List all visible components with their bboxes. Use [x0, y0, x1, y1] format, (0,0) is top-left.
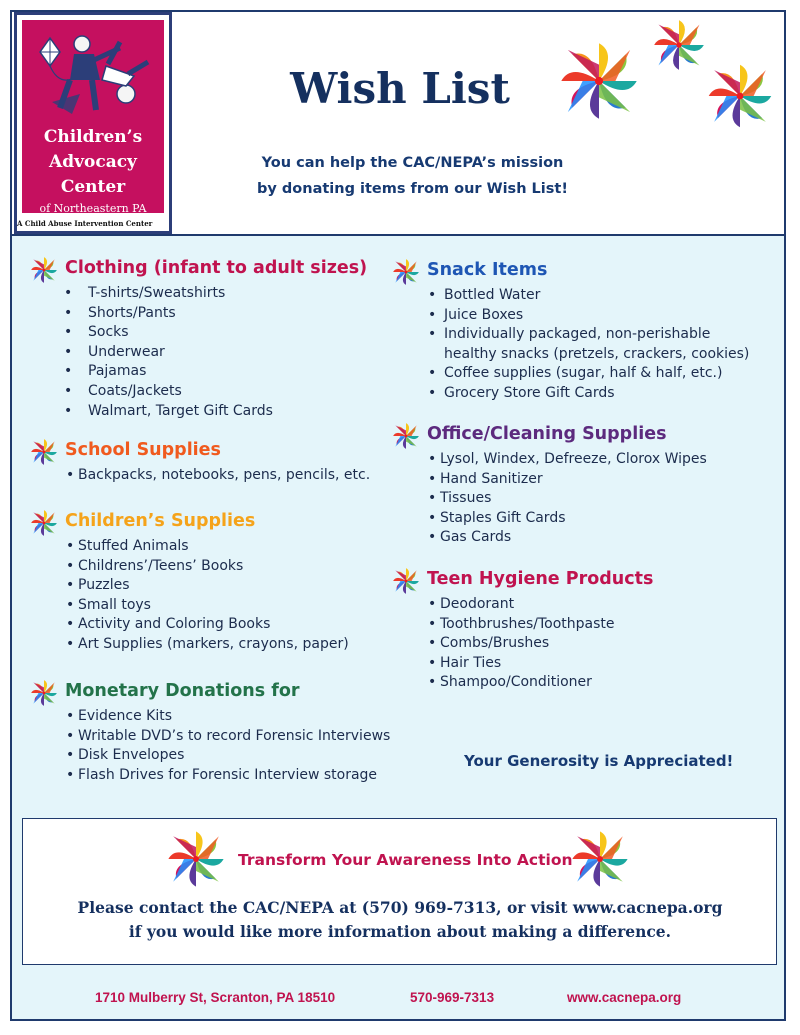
- section-office: [392, 424, 707, 548]
- list-item: • Bottled Water: [428, 287, 541, 303]
- footer-website-link[interactable]: www.cacnepa.org: [567, 990, 682, 1005]
- list-item: • Juice Boxes: [428, 306, 524, 323]
- section-title: Children’s Supplies: [65, 511, 256, 531]
- list-item: • Combs/Brushes: [428, 635, 550, 652]
- cta-line: Please contact the CAC/NEPA at (570) 969-7313, or visit www.cacnepa.org: [77, 898, 723, 917]
- children-kite-illustration-icon: [22, 24, 164, 124]
- footer-address: 1710 Mulberry St, Scranton, PA 18510: [95, 990, 336, 1005]
- cta-body: [40, 896, 760, 944]
- list-item: • Small toys: [66, 596, 151, 613]
- logo-name: Children’s Advocacy Center: [43, 127, 143, 197]
- list-item: • Toothbrushes/Toothpaste: [428, 615, 615, 632]
- list-item: • Art Supplies (markers, crayons, paper): [66, 635, 349, 652]
- logo-badge: [22, 20, 164, 213]
- pinwheel-icon: [30, 509, 58, 537]
- list-item: • Pajamas: [64, 363, 147, 380]
- section-monetary: [30, 681, 390, 785]
- list-item: • Staples Gift Cards: [428, 509, 566, 526]
- list-item: • Flash Drives for Forensic Interview storage: [66, 766, 378, 783]
- section-title: Office/Cleaning Supplies: [427, 424, 667, 444]
- list-item: • T-shirts/Sweatshirts: [64, 285, 226, 301]
- section-school: [30, 440, 370, 486]
- list-item: • Deodorant: [428, 596, 515, 612]
- list-item: • Stuffed Animals: [66, 538, 189, 554]
- logo-tagline: A Child Abuse Intervention Center: [17, 219, 153, 228]
- list-item: • Gas Cards: [428, 529, 512, 546]
- pinwheel-icon: [652, 18, 706, 72]
- list-item: • Puzzles: [66, 577, 130, 594]
- list-item: • Activity and Coloring Books: [66, 616, 271, 633]
- list-item: • Shampoo/Conditioner: [428, 674, 592, 691]
- pinwheel-icon: [30, 256, 58, 284]
- logo-subtitle: of Northeastern PA: [39, 202, 147, 215]
- pinwheel-icon: [392, 567, 420, 595]
- section-title: Teen Hygiene Products: [427, 569, 654, 589]
- list-item: • Coffee supplies (sugar, half & half, etc.): [428, 365, 723, 382]
- list-item: • Disk Envelopes: [66, 747, 185, 764]
- list-item: • Tissues: [428, 490, 492, 507]
- list-item: • Evidence Kits: [66, 708, 173, 724]
- list-item: • Backpacks, notebooks, pens, pencils, etc.: [66, 467, 371, 483]
- list-item: • Walmart, Target Gift Cards: [64, 402, 273, 419]
- list-item: • Hand Sanitizer: [428, 470, 543, 487]
- pinwheel-icon: [30, 679, 58, 707]
- section-title: Snack Items: [427, 260, 548, 280]
- section-teen: [392, 569, 654, 693]
- pinwheel-icon: [392, 422, 420, 450]
- section-title: School Supplies: [65, 440, 221, 460]
- section-title: Clothing (infant to adult sizes): [65, 258, 368, 278]
- list-item: • Writable DVD’s to record Forensic Interviews: [66, 727, 391, 744]
- org-logo: [14, 12, 172, 234]
- pinwheel-icon: [558, 40, 640, 122]
- list-item: • Underwear: [64, 343, 165, 360]
- list-item: • Childrens’/Teens’ Books: [66, 557, 244, 574]
- section-title: Monetary Donations for: [65, 681, 300, 701]
- list-item: • Lysol, Windex, Defreeze, Clorox Wipes: [428, 451, 707, 467]
- list-item: • Hair Ties: [428, 654, 502, 671]
- page-title: Wish List: [290, 64, 510, 113]
- list-item: healthy snacks (pretzels, crackers, cookies): [444, 345, 750, 362]
- section-snack: [392, 260, 749, 404]
- cta-line: if you would like more information about making a difference.: [128, 922, 672, 941]
- section-clothing: [30, 258, 368, 421]
- list-item: • Shorts/Pants: [64, 304, 176, 321]
- footer-phone[interactable]: 570-969-7313: [410, 990, 495, 1005]
- pinwheel-icon: [392, 258, 420, 286]
- section-childrens: [30, 511, 349, 655]
- list-item: • Coats/Jackets: [64, 382, 182, 399]
- pinwheel-icon: [30, 438, 58, 466]
- list-item: • Socks: [64, 324, 129, 341]
- intro-text: You can help the CAC/NEPA’s mission by donating items from our Wish List!: [257, 155, 568, 197]
- pinwheel-icon: [166, 829, 226, 889]
- list-item: • Individually packaged, non-perishable: [428, 326, 711, 343]
- list-item: • Grocery Store Gift Cards: [428, 384, 615, 401]
- generosity-message: Your Generosity is Appreciated!: [464, 752, 734, 770]
- pinwheel-icon: [570, 829, 630, 889]
- cta-title: Transform Your Awareness Into Action: [238, 851, 573, 869]
- pinwheel-icon: [706, 62, 774, 130]
